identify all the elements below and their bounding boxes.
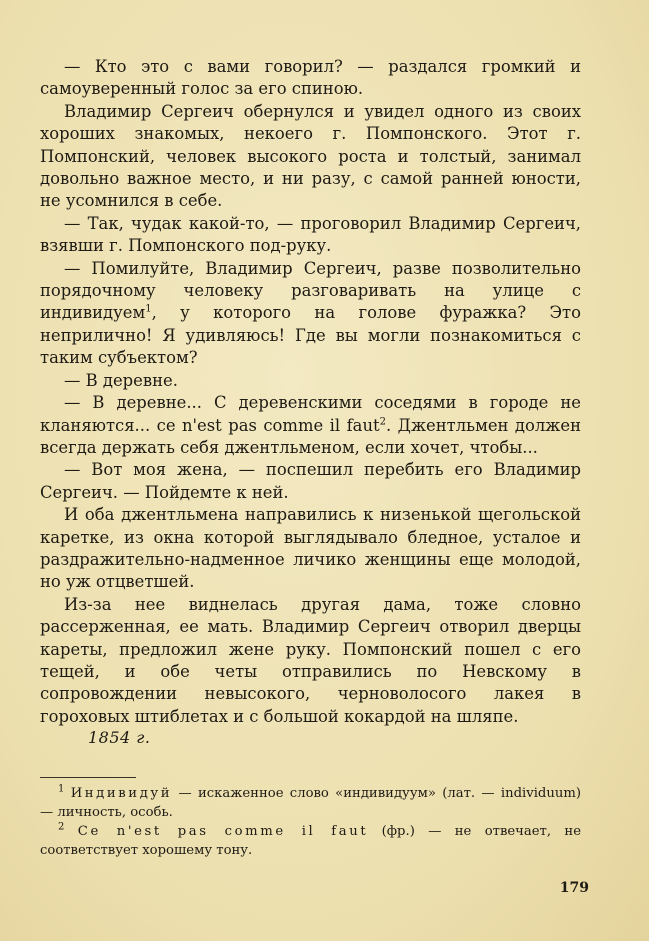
paragraph-4-part-b: , у которого на голове фуражка? Это неприлично! Я удивляюсь! Где вы могли познакомиться с таким субъектом? — [40, 303, 581, 368]
date-line: 1854 г. — [88, 728, 151, 747]
footnote-1-mark: 1 — [58, 783, 65, 795]
paragraph-6 — [40, 392, 581, 459]
paragraph-4-part-a: — Помилуйте, Владимир Сергеич, разве позволительно порядочному человеку разговаривать на улице с индивидуем — [40, 258, 581, 323]
paragraph-8: И оба джентльмена направились к низенькой щегольской каретке, из окна которой выглядывало бледное, усталое и раздражительно-надменное личико женщины еще молодой, но уж отцветшей. — [40, 505, 581, 592]
page-number: 179 — [559, 880, 589, 896]
paragraph-7: — Вот моя жена, — поспешил перебить его Владимир Сергеич. — Пойдемте к ней. — [40, 460, 581, 502]
main-text — [40, 56, 581, 728]
paragraph-6-part-b: . Джентльмен должен всегда держать себя джентльменом, если хочет, чтобы... — [40, 415, 581, 457]
footnote-2-term: Ce n'est pas comme il faut — [77, 824, 369, 839]
footnote-ref-1: 1 — [145, 304, 152, 315]
footnote-2 — [40, 822, 581, 860]
footnote-2-text: (фр.) — не отвечает, не соответствует хорошему тону. — [40, 824, 581, 858]
footnote-divider — [40, 777, 136, 778]
footnotes — [40, 784, 581, 860]
footnote-1-text: — искаженное слово «индивидуум» (лат. — individuum) — личность, особь. — [40, 786, 581, 820]
paragraph-2: Владимир Сергеич обернулся и увидел одного из своих хороших знакомых, некоего г. Помпонского. Этот г. Помпонский, человек высокого роста и толстый, занимал довольно важное место, и ни разу, с самой ранней юности, не усомнился в себе. — [40, 101, 581, 211]
footnote-2-mark: 2 — [58, 821, 65, 833]
paragraph-1: — Кто это с вами говорил? — раздался громкий и самоуверенный голос за его спиною. — [40, 57, 581, 99]
paragraph-9: Из-за нее виднелась другая дама, тоже словно рассерженная, ее мать. Владимир Сергеич отворил дверцы кареты, предложил жене руку. Помпонский пошел с его тещей, и обе четы отправились по Невскому в сопровождении невысокого, черноволосого лакея в гороховых штиблетах и с большой кокардой на шляпе. — [40, 594, 581, 726]
footnote-1-term: Индивидуй — [70, 786, 173, 801]
paragraph-6-part-a: — В деревне... С деревенскими соседями в городе не кланяются... ce n'est pas comme il faut — [40, 393, 581, 435]
paragraph-4 — [40, 258, 581, 370]
footnote-ref-2: 2 — [379, 416, 386, 428]
paragraph-5: — В деревне. — [64, 370, 178, 390]
footnote-1 — [40, 784, 581, 822]
paragraph-3: — Так, чудак какой-то, — проговорил Владимир Сергеич, взявши г. Помпонского под-руку. — [40, 213, 581, 256]
